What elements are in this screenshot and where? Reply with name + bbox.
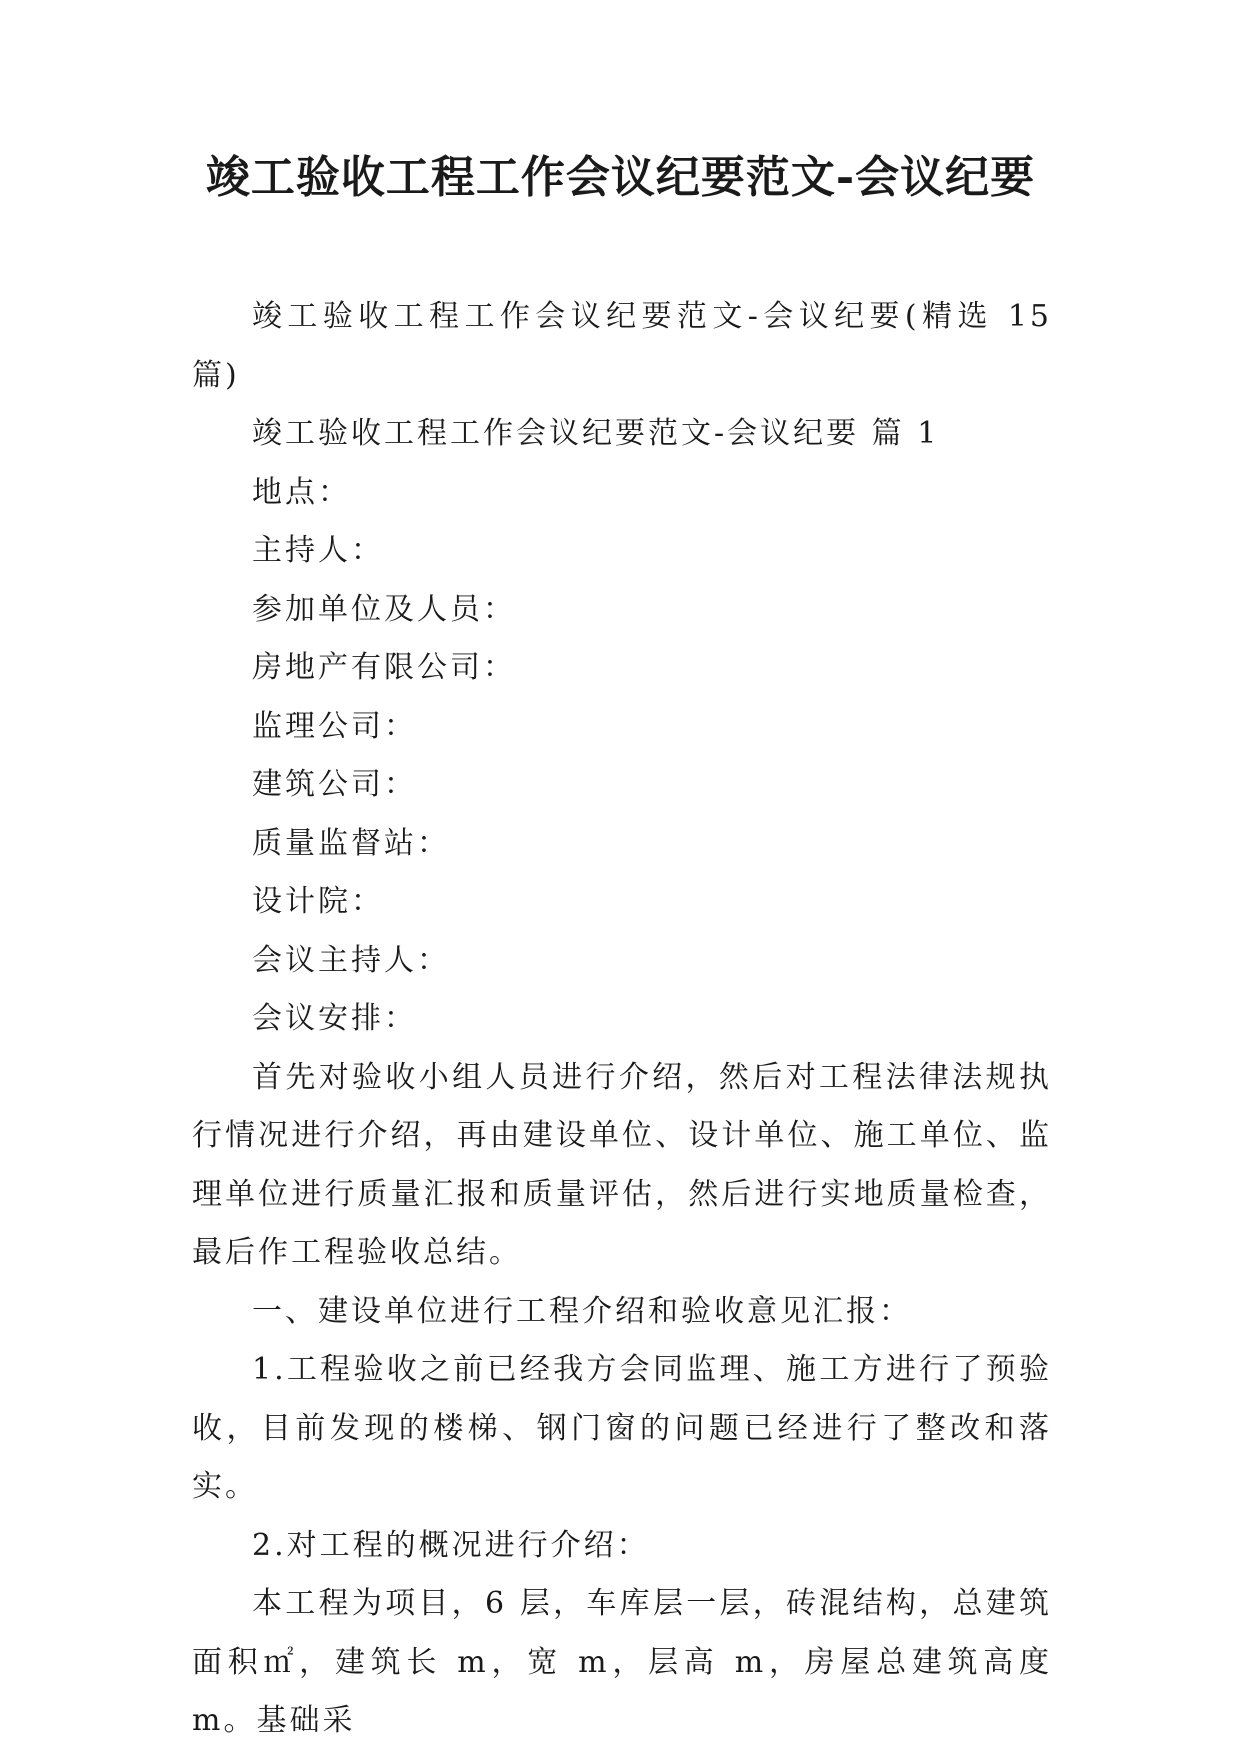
paragraph-real-estate-company: 房地产有限公司： [252, 650, 516, 685]
paragraph-item-2: 2.对工程的概况进行介绍： [252, 1527, 650, 1563]
paragraph-subtitle: 竣工验收工程工作会议纪要范文-会议纪要(精选 15 篇) [192, 299, 1052, 393]
paragraph-procedure: 首先对验收小组人员进行介绍，然后对工程法律法规执行情况进行介绍，再由建设单位、设计单位、施工单位、监理单位进行质量汇报和质量评估，然后进行实地质量检查，最后作工程验收总结。 [192, 1059, 1052, 1270]
paragraph-meeting-host: 会议主持人： [252, 942, 450, 978]
paragraph-project-overview: 本工程为项目，6 层，车库层一层，砖混结构，总建筑面积㎡，建筑长 m，宽 m，层高 m，房屋总建筑高度 m。基础采 [192, 1586, 1052, 1738]
paragraph-design-institute: 设计院： [252, 884, 384, 919]
document-body [192, 288, 1052, 1751]
paragraph-location: 地点： [252, 474, 351, 510]
paragraph-meeting-arrangement: 会议安排： [252, 1001, 417, 1036]
paragraph-item-1: 1.工程验收之前已经我方会同监理、施工方进行了预验收，目前发现的楼梯、钢门窗的问题已经进行了整改和落实。 [192, 1352, 1052, 1504]
paragraph-part-one-heading: 一、建设单位进行工程介绍和验收意见汇报： [252, 1293, 912, 1329]
document-title: 竣工验收工程工作会议纪要范文-会议纪要 [205, 152, 1036, 203]
paragraph-participants: 参加单位及人员： [252, 591, 516, 627]
paragraph-supervision-company: 监理公司： [252, 708, 417, 744]
paragraph-construction-company: 建筑公司： [252, 767, 417, 802]
paragraph-quality-station: 质量监督站： [252, 825, 450, 861]
paragraph-section-heading: 竣工验收工程工作会议纪要范文-会议纪要 篇 1 [252, 416, 940, 451]
paragraph-host: 主持人： [252, 533, 384, 568]
